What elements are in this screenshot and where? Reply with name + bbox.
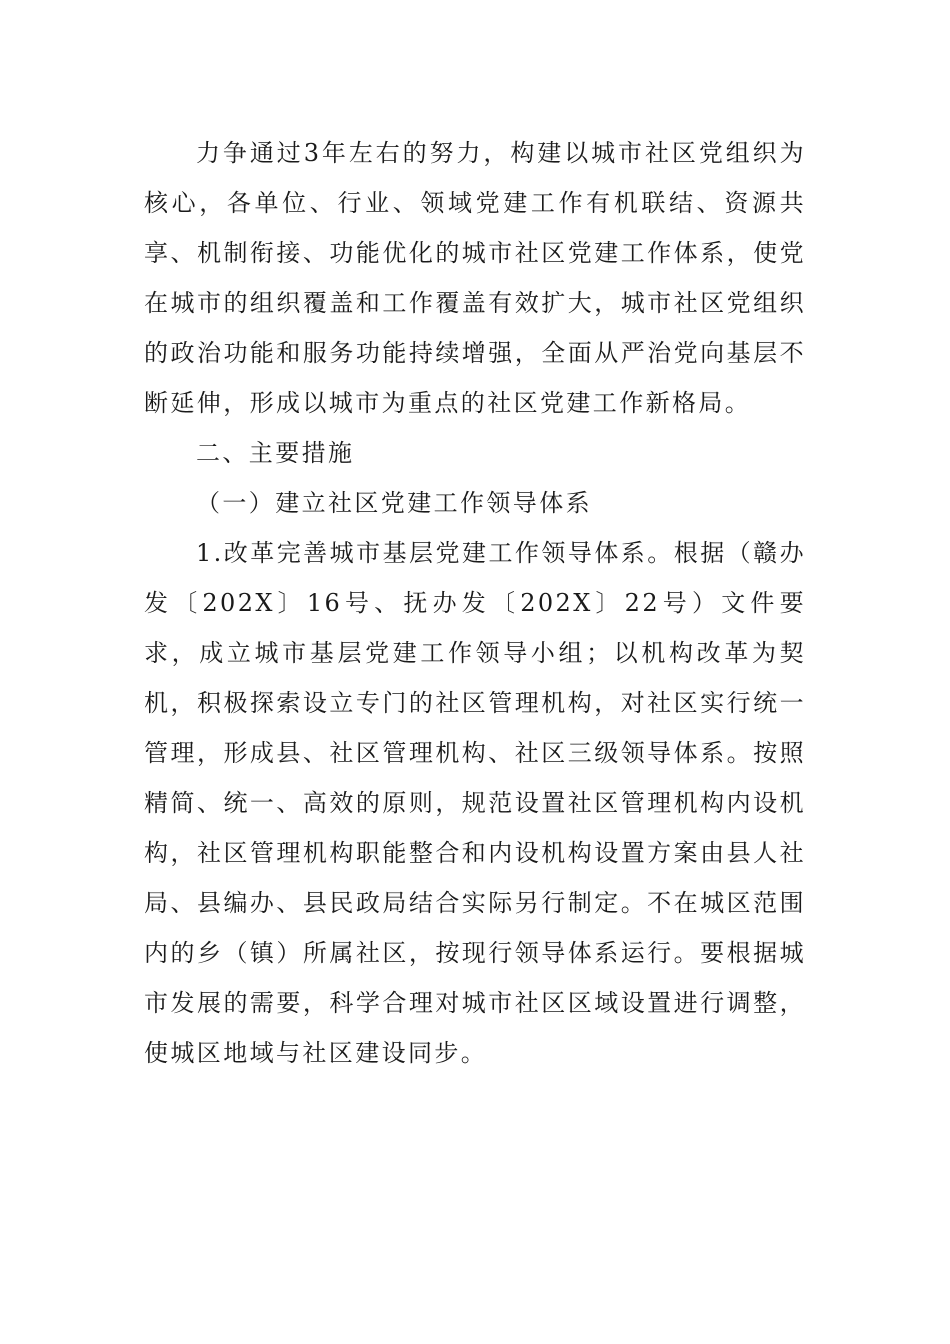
paragraph-item-1: 1.改革完善城市基层党建工作领导体系。根据（赣办发〔202X〕16号、抚办发〔202X〕22号）文件要求，成立城市基层党建工作领导小组；以机构改革为契机，积极探索设立专门的社区管理机构，对社区实行统一管理，形成县、社区管理机构、社区三级领导体系。按照精简、统一、高效的原则，规范设置社区管理机构内设机构，社区管理机构职能整合和内设机构设置方案由县人社局、县编办、县民政局结合实际另行制定。不在城区范围内的乡（镇）所属社区，按现行领导体系运行。要根据城市发展的需要，科学合理对城市社区区域设置进行调整，使城区地域与社区建设同步。 — [144, 539, 806, 1067]
paragraph-goal: 力争通过3年左右的努力，构建以城市社区党组织为核心，各单位、行业、领域党建工作有机联结、资源共享、机制衔接、功能优化的城市社区党建工作体系，使党在城市的组织覆盖和工作覆盖有效扩大，城市社区党组织的政治功能和服务功能持续增强，全面从严治党向基层不断延伸，形成以城市为重点的社区党建工作新格局。 — [144, 139, 806, 417]
section-heading-main-measures: 二、主要措施 — [196, 439, 355, 467]
subsection-heading-leadership-system: （一）建立社区党建工作领导体系 — [196, 489, 592, 517]
document-body — [144, 128, 806, 1078]
